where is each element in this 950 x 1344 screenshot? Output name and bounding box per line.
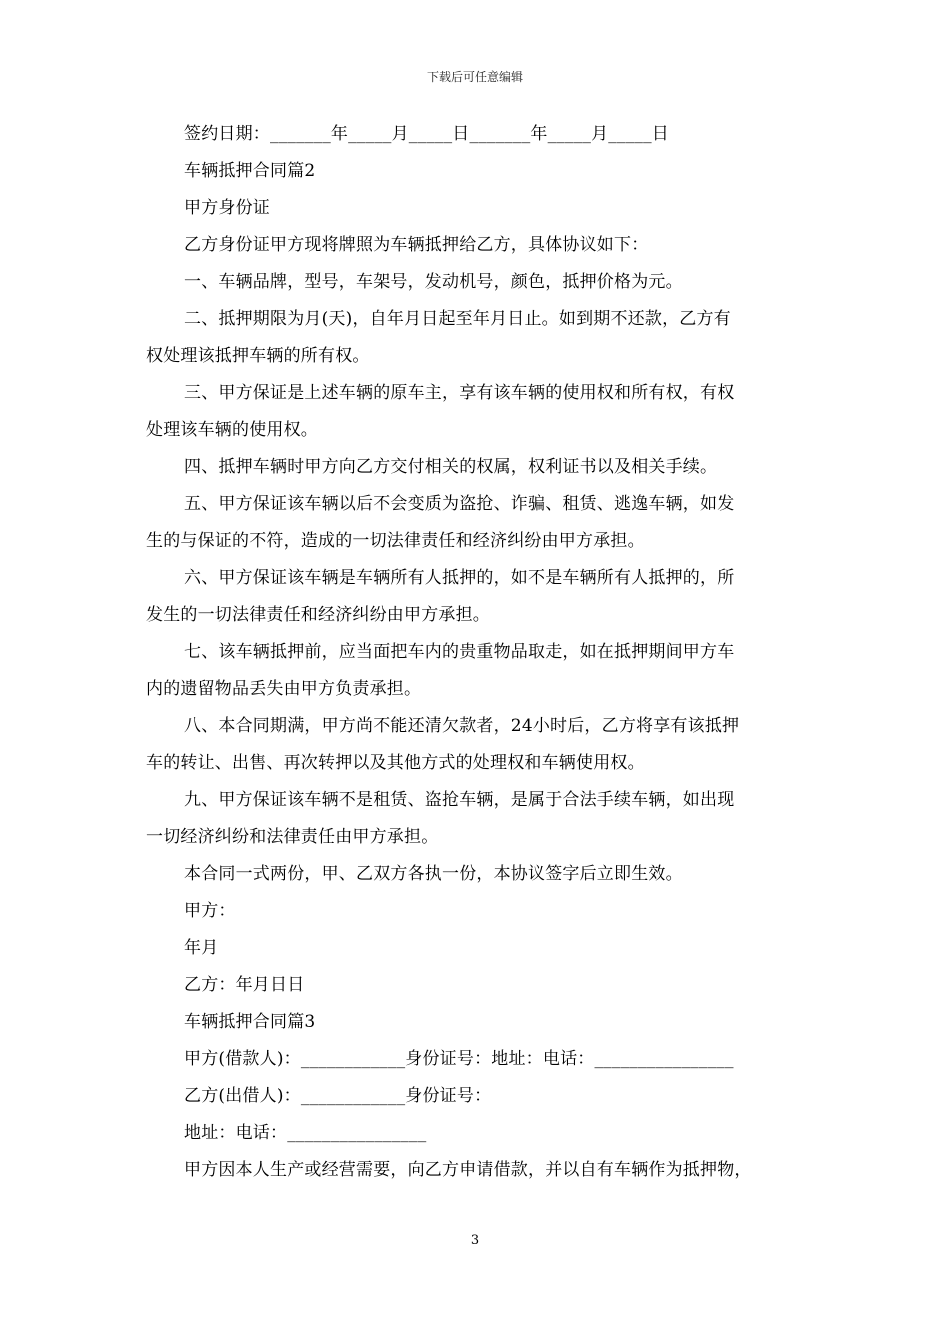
page-header: 下载后可任意编辑 xyxy=(426,70,523,84)
clause-continuation: 生的与保证的不符，造成的一切法律责任和经济纠纷由甲方承担。 xyxy=(146,531,645,551)
party-b-signature: 乙方：年月日日 xyxy=(184,975,305,995)
clause-continuation: 内的遗留物品丢失由甲方负责承担。 xyxy=(146,679,422,699)
clause-line: 四、抵押车辆时甲方向乙方交付相关的权属，权利证书以及相关手续。 xyxy=(184,457,718,477)
clause-line: 二、抵押期限为月(天)，自年月日起至年月日止。如到期不还款，乙方有 xyxy=(184,309,731,329)
paragraph-line: 乙方身份证甲方现将牌照为车辆抵押给乙方，具体协议如下： xyxy=(184,235,649,255)
clause-continuation: 一切经济纠纷和法律责任由甲方承担。 xyxy=(146,827,439,847)
paragraph-line: 甲方身份证 xyxy=(184,198,270,218)
section-heading-contract-3: 车辆抵押合同篇3 xyxy=(184,1012,316,1032)
section-heading-contract-2: 车辆抵押合同篇2 xyxy=(184,161,316,181)
clause-line: 一、车辆品牌，型号，车架号，发动机号，颜色，抵押价格为元。 xyxy=(184,272,683,292)
party-a-signature: 甲方： xyxy=(184,901,236,921)
clause-line: 九、甲方保证该车辆不是租赁、盗抢车辆，是属于合法手续车辆，如出现 xyxy=(184,790,735,810)
lender-info-line: 乙方(出借人)：____________身份证号： xyxy=(184,1086,492,1106)
borrower-info-line: 甲方(借款人)：____________身份证号：地址：电话：________________ xyxy=(184,1049,734,1069)
paragraph-line: 本合同一式两份，甲、乙双方各执一份，本协议签字后立即生效。 xyxy=(184,864,683,884)
clause-continuation: 发生的一切法律责任和经济纠纷由甲方承担。 xyxy=(146,605,490,625)
address-phone-line: 地址：电话：________________ xyxy=(184,1123,427,1143)
clause-continuation: 车的转让、出售、再次转押以及其他方式的处理权和车辆使用权。 xyxy=(146,753,645,773)
clause-line: 三、甲方保证是上述车辆的原车主，享有该车辆的使用权和所有权，有权 xyxy=(184,383,735,403)
clause-line: 五、甲方保证该车辆以后不会变质为盗抢、诈骗、租赁、逃逸车辆，如发 xyxy=(184,494,735,514)
document-body xyxy=(146,124,810,1180)
clause-line: 七、该车辆抵押前，应当面把车内的贵重物品取走，如在抵押期间甲方车 xyxy=(184,642,735,662)
signing-date-line: 签约日期：_______年_____月_____日_______年_____月_____日 xyxy=(184,124,669,144)
page-number: 3 xyxy=(470,1233,480,1248)
clause-continuation: 处理该车辆的使用权。 xyxy=(146,420,318,440)
clause-line: 六、甲方保证该车辆是车辆所有人抵押的，如不是车辆所有人抵押的，所 xyxy=(184,568,735,588)
paragraph-line: 甲方因本人生产或经营需要，向乙方申请借款，并以自有车辆作为抵押物， xyxy=(184,1160,752,1180)
clause-line: 八、本合同期满，甲方尚不能还清欠款者，24小时后，乙方将享有该抵押 xyxy=(184,716,740,736)
party-a-date: 年月 xyxy=(184,938,219,958)
clause-continuation: 权处理该抵押车辆的所有权。 xyxy=(146,346,370,366)
